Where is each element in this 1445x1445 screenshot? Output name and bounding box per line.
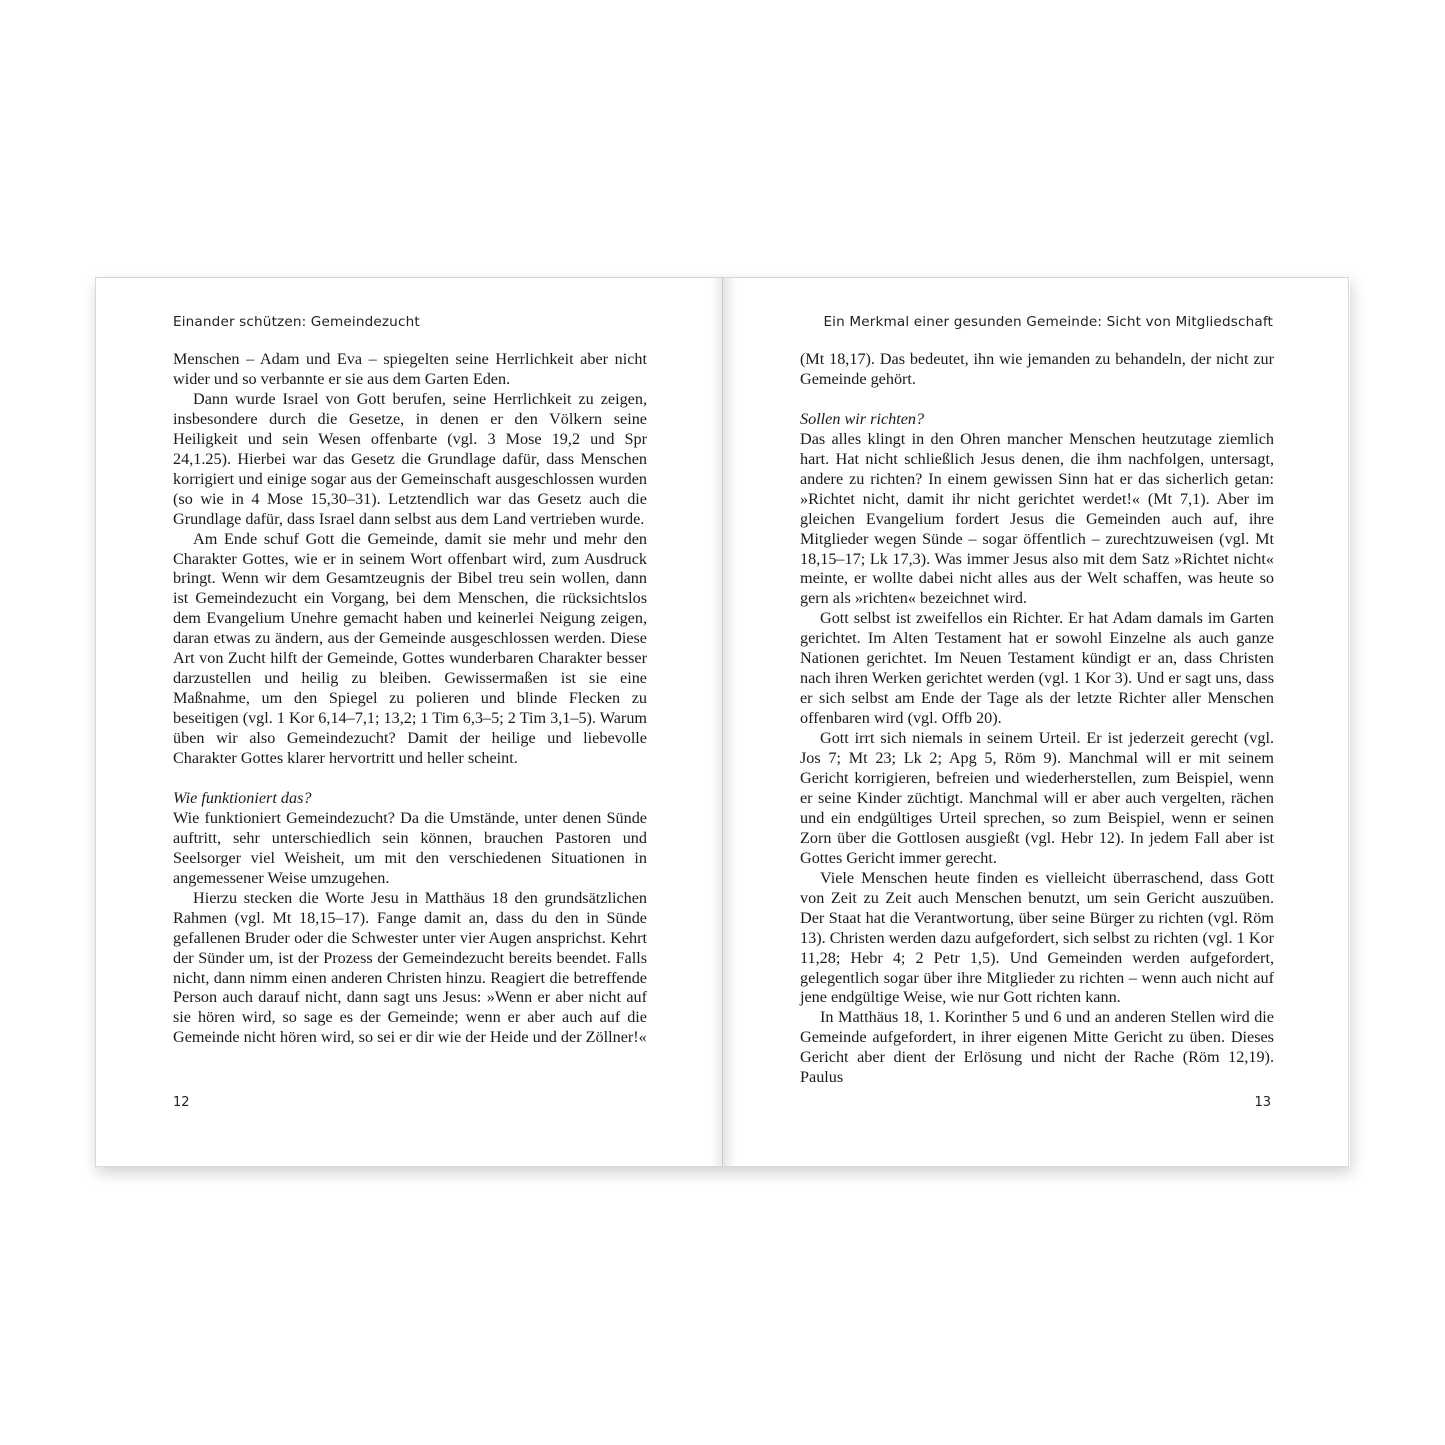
section-heading: Sollen wir richten? bbox=[800, 409, 925, 428]
paragraph: Viele Menschen heute finden es vielleicht überraschend, dass Gott von Zeit zu Zeit auch Menschen benutzt, um sein Gericht auszuüben. Der Staat hat die Verantwortung, über seine Bürger zu richten (vgl. Röm 13). Christen werden dazu aufgefordert, sich selbst zu richten (vgl. 1 Kor 11,28; Hebr 4; 2 Petr 1,5). Und Gemeinden werden aufgefordert, gelegentlich sogar über ihre Mitglieder zu richten – wenn auch nicht auf jene endgültige Weise, wie nur Gott richten kann. bbox=[800, 868, 1274, 1007]
paragraph: Dann wurde Israel von Gott berufen, seine Herrlichkeit zu zeigen, insbesondere durch die Gesetze, in denen er den Völkern seine Heiligkeit und sein Wesen offenbarte (vgl. 3 Mose 19,2 und Spr 24,1.25). Hierbei war das Gesetz die Grundlage dafür, dass Menschen korrigiert und einige sogar aus der Gemeinschaft ausgeschlossen wurden (so wie in 4 Mose 15,30–31). Letztendlich war das Gesetz auch die Grundlage dafür, dass Israel dann selbst aus dem Land vertrieben wurde. bbox=[173, 389, 647, 528]
page-number-left: 12 bbox=[173, 1095, 190, 1110]
page-number-right: 13 bbox=[1254, 1095, 1271, 1110]
right-page-body bbox=[800, 350, 1274, 1088]
paragraph: Gott irrt sich niemals in seinem Urteil. Er ist jederzeit gerecht (vgl. Jos 7; Mt 23; Lk 2; Apg 5, Röm 9). Manchmal will er mit seinem Gericht korrigieren, befreien und wiederherstellen, zum Beispiel, wenn er seine Kinder züchtigt. Manchmal will er aber auch vergelten, rächen und ein endgültiges Urteil sprechen, so zum Beispiel, wenn er seinen Zorn über die Gottlosen ausgießt (vgl. Hebr 12). In jedem Fall aber ist Gottes Gericht immer gerecht. bbox=[800, 729, 1274, 867]
paragraph: Hierzu stecken die Worte Jesu in Matthäus 18 den grundsätzlichen Rahmen (vgl. Mt 18,15–17). Fange damit an, dass du den in Sünde gefallenen Bruder oder die Schwester unter vier Augen ansprichst. Kehrt der Sünder um, ist der Prozess der Gemeindezucht bereits beendet. Falls nicht, dann nimm einen anderen Christen hinzu. Reagiert die betreffende Person auch darauf nicht, dann sagt uns Jesus: »Wenn er aber nicht auf sie hören wird, so sage es der Gemeinde; wenn er aber auch auf die Gemeinde nicht hören wird, so sei er dir wie der Heide und der Zöllner!« bbox=[173, 888, 647, 1047]
running-head-left: Einander schützen: Gemeindezucht bbox=[173, 314, 420, 330]
book-spread bbox=[95, 277, 1350, 1167]
paragraph: Wie funktioniert Gemeindezucht? Da die Umstände, unter denen Sünde auftritt, sehr unterschiedlich sein können, brauchen Pastoren und Seelsorger viel Weisheit, um mit den verschiedenen Situationen in angemessener Weise umzugehen. bbox=[173, 808, 647, 887]
paragraph: (Mt 18,17). Das bedeutet, ihn wie jemanden zu behandeln, der nicht zur Gemeinde gehört. bbox=[800, 350, 1274, 388]
left-page-body bbox=[173, 350, 647, 1048]
paragraph: Das alles klingt in den Ohren mancher Menschen heutzutage ziemlich hart. Hat nicht schließlich Jesus denen, die ihm nachfolgen, untersagt, andere zu richten? In einem gewissen Sinn hat er das sicherlich getan: »Richtet nicht, damit ihr nicht gerichtet werdet!« (Mt 7,1). Aber im gleichen Evangelium fordert Jesus die Gemeinden auch auf, ihre Mitglieder wegen Sünde – sogar öffentlich – zurechtzuweisen (vgl. Mt 18,15–17; Lk 17,3). Was immer Jesus also mit dem Satz »Richtet nicht« meinte, er wollte dabei nicht alles aus der Welt schaffen, was heute so gern als »richten« bezeichnet wird. bbox=[800, 429, 1274, 608]
section-heading: Wie funktioniert das? bbox=[173, 788, 312, 807]
paragraph: Am Ende schuf Gott die Gemeinde, damit sie mehr und mehr den Charakter Gottes, wie er in seinem Wort offenbart wird, zum Ausdruck bringt. Wenn wir dem Gesamtzeugnis der Bibel treu sein wollen, dann ist Gemeindezucht ein Vorgang, bei dem Menschen, die rücksichtslos dem Evangelium Unehre gemacht haben und keinerlei Neigung zeigen, daran etwas zu ändern, aus der Gemeinde ausgeschlossen werden. Diese Art von Zucht hilft der Gemeinde, Gottes wunderbaren Charakter besser darzustellen und heilig zu bleiben. Gewissermaßen ist sie eine Maßnahme, um den Spiegel zu polieren und blinde Flecken zu beseitigen (vgl. 1 Kor 6,14–7,1; 13,2; 1 Tim 6,3–5; 2 Tim 3,1–5). Warum üben wir also Gemeindezucht? Damit der heilige und liebevolle Charakter Gottes klarer hervortritt und heller scheint. bbox=[173, 529, 647, 768]
paragraph: Gott selbst ist zweifellos ein Richter. Er hat Adam damals im Garten gerichtet. Im Alten Testament hat er sowohl Einzelne als auch ganze Nationen gerichtet. Im Neuen Testament kündigt er an, dass Christen nach ihren Werken gerichtet werden (vgl. 1 Kor 3). Und er sagt uns, dass er sich selbst am Ende der Tage als der letzte Richter aller Menschen offenbaren wird (vgl. Offb 20). bbox=[800, 609, 1274, 728]
running-head-right: Ein Merkmal einer gesunden Gemeinde: Sicht von Mitgliedschaft bbox=[823, 314, 1273, 330]
left-page bbox=[95, 277, 722, 1167]
paragraph: Menschen – Adam und Eva – spiegelten seine Herrlichkeit aber nicht wider und so verbannte er sie aus dem Garten Eden. bbox=[173, 350, 647, 388]
right-page bbox=[722, 277, 1349, 1167]
paragraph: In Matthäus 18, 1. Korinther 5 und 6 und an anderen Stellen wird die Gemeinde aufgefordert, in ihrer eigenen Mitte Gericht zu üben. Dieses Gericht aber dient der Erlösung und nicht der Rache (Röm 12,19). Paulus bbox=[800, 1008, 1274, 1087]
